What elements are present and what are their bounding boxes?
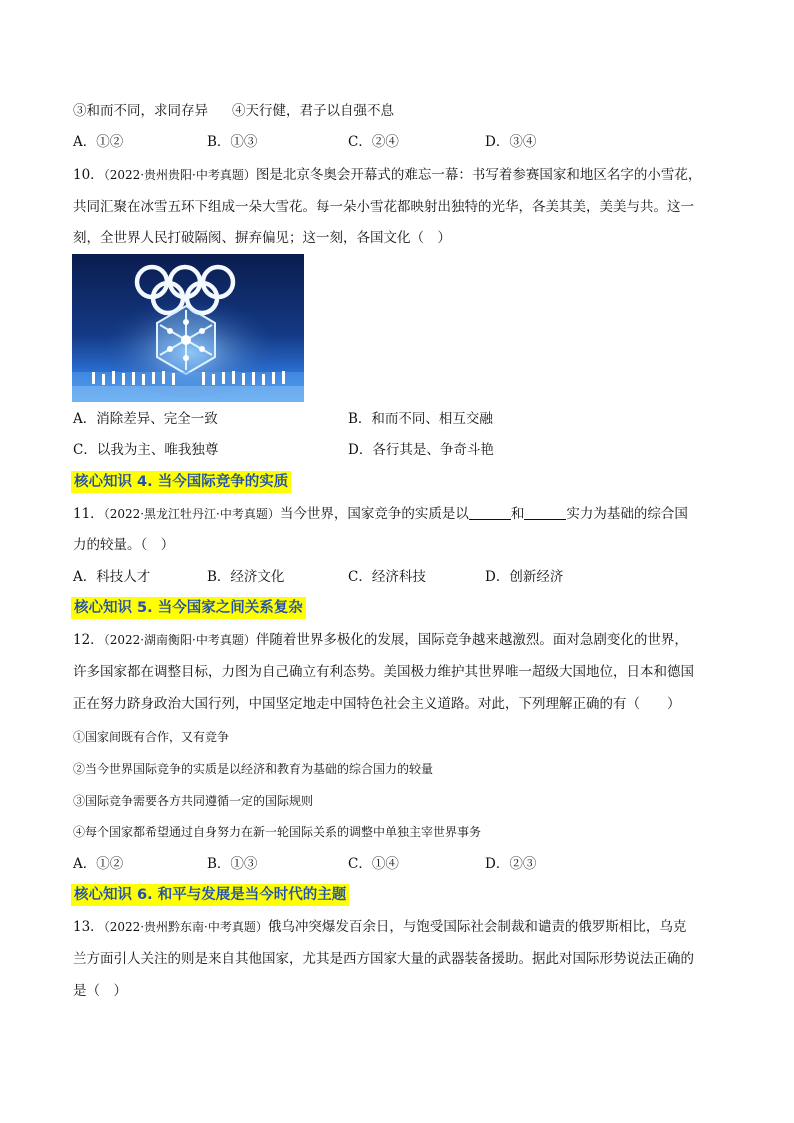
q9-items-row <box>73 101 394 121</box>
knowledge-heading-6-title: 和平与发展是当今时代的主题 <box>157 887 347 903</box>
q10-stem-line-1 <box>73 165 701 185</box>
q11-option-a[interactable]: A．科技人才 <box>73 569 151 585</box>
q9-option-d[interactable]: D．③④ <box>485 134 537 150</box>
q13-stem-line-3: 是（ ） <box>73 983 127 999</box>
q12-item-3: ③国际竞争需要各方共同遵循一定的国际规则 <box>73 794 314 808</box>
q11-stem-line-2: 力的较量。（ ） <box>73 537 175 553</box>
knowledge-heading-6-label: 核心知识 6. <box>74 887 153 903</box>
q12-number: 12． <box>73 632 104 648</box>
q10-option-d[interactable]: D．各行其是、争奇斗艳 <box>348 442 494 458</box>
q12-stem-line-1 <box>73 630 688 650</box>
q9-item-3: ③和而不同，求同存异 <box>73 103 208 119</box>
q10-option-b[interactable]: B．和而不同、相互交融 <box>348 411 493 427</box>
q13-stem-line-1 <box>73 917 686 937</box>
knowledge-heading-4-label: 核心知识 4. <box>74 474 153 490</box>
q12-stem-line-2: 许多国家都在调整目标，力图为自己确立有利态势。美国极力维护其世界唯一超级大国地位，日本和德国 <box>73 664 694 680</box>
q11-option-b[interactable]: B．经济文化 <box>207 569 285 585</box>
knowledge-heading-6 <box>71 884 349 906</box>
q12-item-2: ②当今世界国际竞争的实质是以经济和教育为基础的综合国力的较量 <box>73 762 434 776</box>
q11-number: 11． <box>73 506 104 522</box>
q9-option-c[interactable]: C．②④ <box>348 134 399 150</box>
q10-source: （2022·贵州贵阳·中考真题） <box>103 168 256 182</box>
q11-text-c: 实力为基础的综合国 <box>566 506 688 522</box>
knowledge-heading-4-title: 当今国际竞争的实质 <box>157 474 289 490</box>
q12-text-1: 伴随着世界多极化的发展，国际竞争越来越激烈。面对急剧变化的世界， <box>255 632 688 648</box>
q10-option-c[interactable]: C．以我为主、唯我独尊 <box>73 442 219 458</box>
q12-option-a[interactable]: A．①② <box>73 856 124 872</box>
q12-item-4: ④每个国家都希望通过自身努力在新一轮国际关系的调整中单独主宰世界事务 <box>73 825 482 839</box>
q11-text-b: 和 <box>510 506 525 522</box>
q12-option-b[interactable]: B．①③ <box>207 856 258 872</box>
q11-text-a: 当今世界，国家竞争的实质是以 <box>279 506 469 522</box>
olympic-snowflake-photo <box>72 254 304 402</box>
q13-source: （2022·贵州黔东南·中考真题） <box>103 920 268 934</box>
q10-stem-line-3: 刻，全世界人民打破隔阂、摒弃偏见；这一刻，各国文化（ ） <box>73 230 451 246</box>
q12-source: （2022·湖南衡阳·中考真题） <box>103 633 256 647</box>
q12-stem-line-3: 正在努力跻身政治大国行列，中国坚定地走中国特色社会主义道路。对此，下列理解正确的有（ ） <box>73 696 681 712</box>
q11-option-d[interactable]: D．创新经济 <box>485 569 564 585</box>
q13-number: 13． <box>73 919 104 935</box>
q11-option-c[interactable]: C．经济科技 <box>348 569 426 585</box>
q11-stem-line-1 <box>73 504 688 524</box>
q9-item-4: ④天行健，君子以自强不息 <box>232 103 394 119</box>
q11-blank-1 <box>469 505 511 520</box>
knowledge-heading-5-title: 当今国家之间关系复杂 <box>157 600 303 616</box>
q12-item-1: ①国家间既有合作，又有竞争 <box>73 730 230 744</box>
q13-stem-line-2: 兰方面引人关注的则是来自其他国家，尤其是西方国家大量的武器装备援助。据此对国际形势说法正确的 <box>73 951 694 967</box>
knowledge-heading-5-label: 核心知识 5. <box>74 600 153 616</box>
q13-text-1: 俄乌冲突爆发百余日，与饱受国际社会制裁和谴责的俄罗斯相比，乌克 <box>267 919 687 935</box>
q12-option-c[interactable]: C．①④ <box>348 856 399 872</box>
q12-option-d[interactable]: D．②③ <box>485 856 537 872</box>
q10-stem-line-2: 共同汇聚在冰雪五环下组成一朵大雪花。每一朵小雪花都映射出独特的光华，各美其美，美美与共。这一 <box>73 199 694 215</box>
q10-option-a[interactable]: A．消除差异、完全一致 <box>73 411 218 427</box>
knowledge-heading-4 <box>71 471 291 493</box>
q10-text-1: 图是北京冬奥会开幕式的难忘一幕：书写着参赛国家和地区名字的小雪花， <box>255 167 702 183</box>
q11-source: （2022·黑龙江牡丹江·中考真题） <box>103 507 280 521</box>
knowledge-heading-5 <box>71 597 306 619</box>
q9-option-a[interactable]: A．①② <box>73 134 124 150</box>
q11-blank-2 <box>524 505 566 520</box>
q9-option-b[interactable]: B．①③ <box>207 134 258 150</box>
q10-number: 10． <box>73 167 104 183</box>
